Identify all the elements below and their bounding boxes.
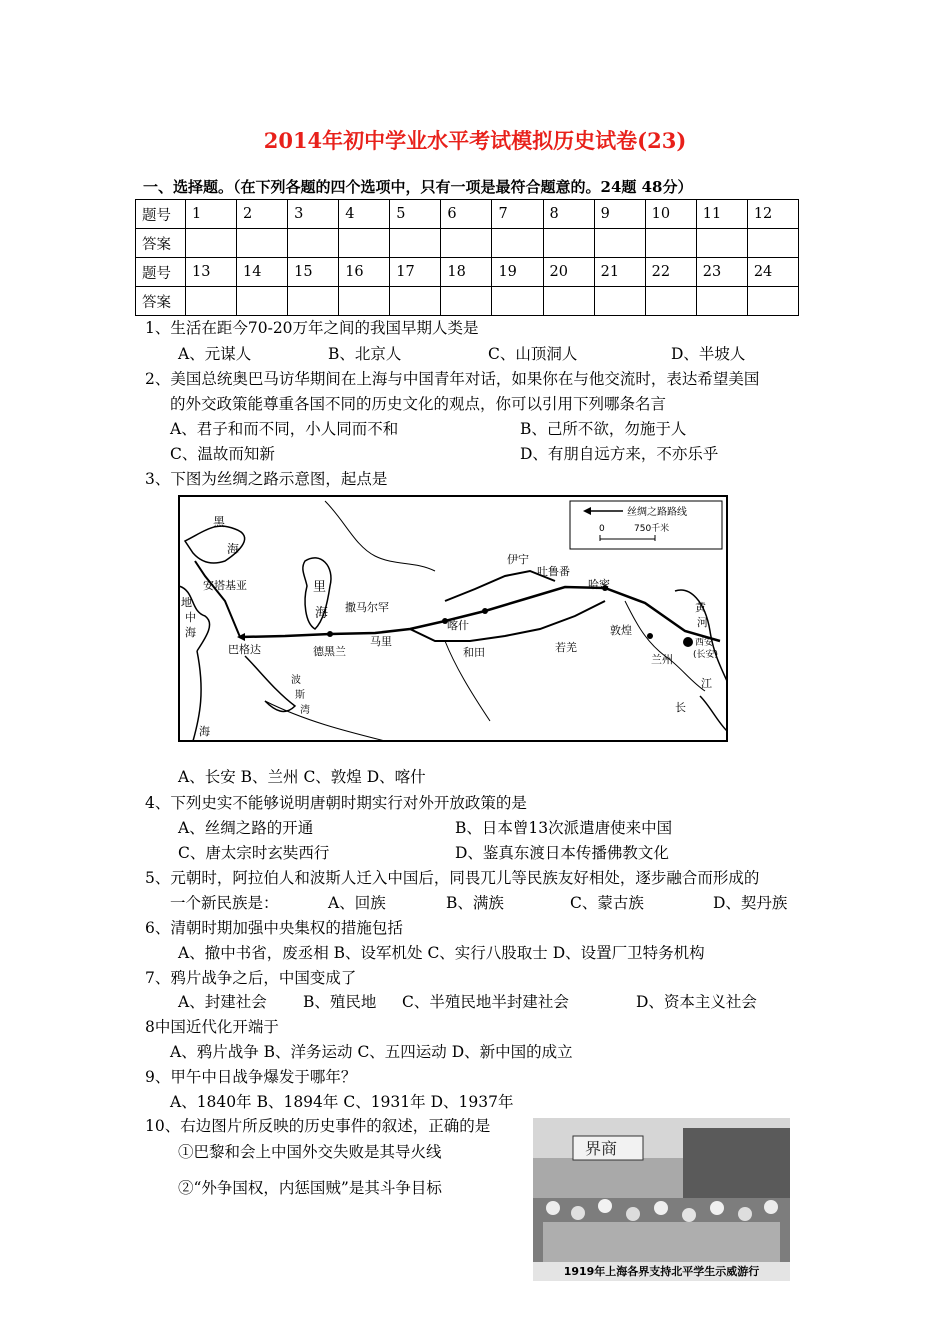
answer-cell[interactable] <box>237 287 288 316</box>
crowd-head <box>764 1200 778 1214</box>
question-10: 10、右边图片所反映的历史事件的叙述，正确的是 <box>145 1117 491 1135</box>
table-cell: 2 <box>237 200 288 229</box>
answer-cell[interactable] <box>390 229 441 258</box>
statement-2: ②“外争国权，内惩国贼”是其斗争目标 <box>178 1179 442 1197</box>
question-2: 2、美国总统奥巴马访华期间在上海与中国青年对话，如果你在与他交流时，表达希望美国 <box>145 370 760 388</box>
table-row <box>136 229 799 258</box>
crowd-head <box>710 1201 724 1215</box>
question-3-options: A、长安 B、兰州 C、敦煌 D、喀什 <box>178 768 426 786</box>
photo-caption: 1919年上海各界支持北平学生示威游行 <box>533 1262 790 1281</box>
page-title: 2014年初中学业水平考试模拟历史试卷(23) <box>263 128 687 153</box>
changan-dot-icon <box>683 637 693 647</box>
table-cell: 14 <box>237 258 288 287</box>
question-8: 8中国近代化开端于 <box>145 1018 279 1036</box>
map-label: 安塔基亚 <box>203 579 247 592</box>
option: D、半坡人 <box>671 345 746 363</box>
map-svg <box>145 491 730 747</box>
table-cell: 答案 <box>136 287 186 316</box>
option: A、君子和而不同，小人同而不和 <box>170 420 399 438</box>
table-cell: 19 <box>492 258 543 287</box>
answer-cell[interactable] <box>645 229 696 258</box>
answer-cell[interactable] <box>185 229 236 258</box>
table-cell: 1 <box>185 200 236 229</box>
table-cell: 题号 <box>136 258 186 287</box>
answer-cell[interactable] <box>441 287 492 316</box>
option: A、回族 <box>328 894 386 912</box>
answer-cell[interactable] <box>594 287 645 316</box>
crowd-head <box>571 1206 585 1220</box>
silk-road-main-route <box>240 587 720 641</box>
crowd-head <box>654 1201 668 1215</box>
table-cell: 4 <box>339 200 390 229</box>
question-3: 3、下图为丝绸之路示意图，起点是 <box>145 470 388 488</box>
map-label: (长安) <box>693 650 719 660</box>
map-label: 河 <box>697 616 708 629</box>
map-label: 吐鲁番 <box>537 565 570 578</box>
map-label: 江 <box>701 677 712 690</box>
map-label: 伊宁 <box>507 553 529 566</box>
option: B、殖民地 <box>303 993 377 1011</box>
table-row <box>136 200 799 229</box>
photo-banner-text: 界商 <box>585 1139 618 1158</box>
table-row <box>136 258 799 287</box>
option: C、温故而知新 <box>170 445 275 463</box>
option: B、北京人 <box>328 345 402 363</box>
answer-cell[interactable] <box>441 229 492 258</box>
table-cell: 3 <box>288 200 339 229</box>
map-label: 若羌 <box>555 641 577 654</box>
table-cell: 12 <box>747 200 798 229</box>
crowd-head <box>626 1207 640 1221</box>
legend-scale-label: 750千米 <box>634 524 670 534</box>
map-label: 喀什 <box>447 619 469 632</box>
city-dot-icon <box>482 608 488 614</box>
option: C、半殖民地半封建社会 <box>402 993 569 1011</box>
option: A、封建社会 <box>178 993 267 1011</box>
crowd-bodies <box>543 1222 780 1262</box>
map-label: 兰州 <box>651 653 673 666</box>
question-9-options: A、1840年 B、1894年 C、1931年 D、1937年 <box>170 1093 514 1111</box>
table-cell: 13 <box>185 258 236 287</box>
map-label: 海 <box>315 606 329 621</box>
map-label: 斯 <box>295 690 305 701</box>
table-cell: 10 <box>645 200 696 229</box>
map-label: 马里 <box>370 635 392 648</box>
may-fourth-photo <box>533 1118 790 1281</box>
table-cell: 16 <box>339 258 390 287</box>
answer-cell[interactable] <box>696 229 747 258</box>
steppe-river <box>325 501 435 571</box>
table-cell: 20 <box>543 258 594 287</box>
question-1: 1、生活在距今70-20万年之间的我国早期人类是 <box>145 319 479 337</box>
map-label: 地 <box>181 596 192 609</box>
silk-road-south-route <box>410 601 605 641</box>
question-5: 5、元朝时，阿拉伯人和波斯人迁入中国后，同畏兀儿等民族友好相处，逐步融合而形成的 <box>145 869 760 887</box>
map-label: 哈密 <box>588 578 610 591</box>
answer-cell[interactable] <box>492 287 543 316</box>
option: B、日本曾13次派遣唐使来中国 <box>455 819 673 837</box>
table-cell: 11 <box>696 200 747 229</box>
answer-cell[interactable] <box>288 287 339 316</box>
map-label: 黑 <box>213 515 226 529</box>
question-6: 6、清朝时期加强中央集权的措施包括 <box>145 919 403 937</box>
table-cell: 17 <box>390 258 441 287</box>
table-cell: 9 <box>594 200 645 229</box>
table-cell: 5 <box>390 200 441 229</box>
map-label: 德黑兰 <box>313 645 346 658</box>
map-label: 和田 <box>463 646 485 659</box>
answer-cell[interactable] <box>645 287 696 316</box>
map-label: 敦煌 <box>610 624 632 637</box>
option: D、鉴真东渡日本传播佛教文化 <box>455 844 669 862</box>
answer-cell[interactable] <box>339 287 390 316</box>
map-label: 里 <box>313 580 327 595</box>
map-label: 海 <box>199 725 210 738</box>
map-label: 湾 <box>300 705 310 716</box>
photo-illustration <box>533 1118 790 1262</box>
option: A、元谋人 <box>178 345 252 363</box>
answer-cell[interactable] <box>185 287 236 316</box>
mountain-line <box>625 601 705 691</box>
answer-cell[interactable] <box>543 287 594 316</box>
photo-building <box>683 1128 790 1198</box>
yangtze-river <box>700 696 727 731</box>
arabian-coast <box>265 701 385 741</box>
answer-table <box>135 199 799 316</box>
map-label: 黄 <box>695 601 706 614</box>
answer-cell[interactable] <box>747 287 798 316</box>
answer-cell[interactable] <box>492 229 543 258</box>
option: D、资本主义社会 <box>636 993 757 1011</box>
table-cell: 22 <box>645 258 696 287</box>
table-cell: 24 <box>747 258 798 287</box>
silk-road-map <box>145 491 730 747</box>
map-label: 海 <box>185 626 196 639</box>
map-label: 海 <box>227 542 240 556</box>
option: C、唐太宗时玄奘西行 <box>178 844 330 862</box>
question-9: 9、甲午中日战争爆发于哪年？ <box>145 1068 357 1086</box>
map-label: 中 <box>185 611 196 624</box>
legend-route-label: 丝绸之路路线 <box>627 507 687 518</box>
answer-cell[interactable] <box>288 229 339 258</box>
answer-cell[interactable] <box>339 229 390 258</box>
answer-cell[interactable] <box>696 287 747 316</box>
option: D、契丹族 <box>713 894 788 912</box>
answer-cell[interactable] <box>237 229 288 258</box>
map-label: 波 <box>291 675 301 686</box>
table-cell: 23 <box>696 258 747 287</box>
question-8-options: A、鸦片战争 B、洋务运动 C、五四运动 D、新中国的成立 <box>170 1043 573 1061</box>
table-cell: 题号 <box>136 200 186 229</box>
option: C、山顶洞人 <box>488 345 578 363</box>
option: B、满族 <box>446 894 504 912</box>
table-cell: 6 <box>441 200 492 229</box>
option: D、有朋自远方来，不亦乐乎 <box>520 445 719 463</box>
question-7: 7、鸦片战争之后，中国变成了 <box>145 969 357 987</box>
city-dot-icon <box>327 631 333 637</box>
answer-cell[interactable] <box>390 287 441 316</box>
question-2-cont: 的外交政策能尊重各国不同的历史文化的观点，你可以引用下列哪条名言 <box>170 395 667 413</box>
answer-cell[interactable] <box>594 229 645 258</box>
table-cell: 21 <box>594 258 645 287</box>
map-label: 西安 <box>695 638 714 648</box>
table-row <box>136 287 799 316</box>
answer-cell[interactable] <box>747 229 798 258</box>
answer-cell[interactable] <box>543 229 594 258</box>
silk-road-west-route <box>195 561 240 637</box>
map-label: 长 <box>675 701 686 714</box>
crowd-head <box>598 1199 612 1213</box>
option: C、蒙古族 <box>570 894 644 912</box>
table-cell: 答案 <box>136 229 186 258</box>
crowd-head <box>738 1207 752 1221</box>
table-cell: 15 <box>288 258 339 287</box>
section-heading: 一、选择题。（在下列各题的四个选项中，只有一项是最符合题意的。24题 48分） <box>143 178 693 196</box>
table-cell: 8 <box>543 200 594 229</box>
city-dot-icon <box>647 633 653 639</box>
map-label: 撒马尔罕 <box>345 601 389 614</box>
option: A、丝绸之路的开通 <box>178 819 314 837</box>
crowd-head <box>682 1208 696 1222</box>
question-6-options: A、撤中书省，废丞相 B、设军机处 C、实行八股取士 D、设置厂卫特务机构 <box>178 944 705 962</box>
question-4: 4、下列史实不能够说明唐朝时期实行对外开放政策的是 <box>145 794 527 812</box>
statement-1: ①巴黎和会上中国外交失败是其导火线 <box>178 1143 442 1161</box>
map-label: 巴格达 <box>228 643 261 656</box>
crowd-head <box>546 1201 560 1215</box>
question-5-cont: 一个新民族是： <box>170 894 279 912</box>
table-cell: 18 <box>441 258 492 287</box>
option: B、己所不欲，勿施于人 <box>520 420 687 438</box>
table-cell: 7 <box>492 200 543 229</box>
legend-scale-zero: 0 <box>599 524 605 534</box>
